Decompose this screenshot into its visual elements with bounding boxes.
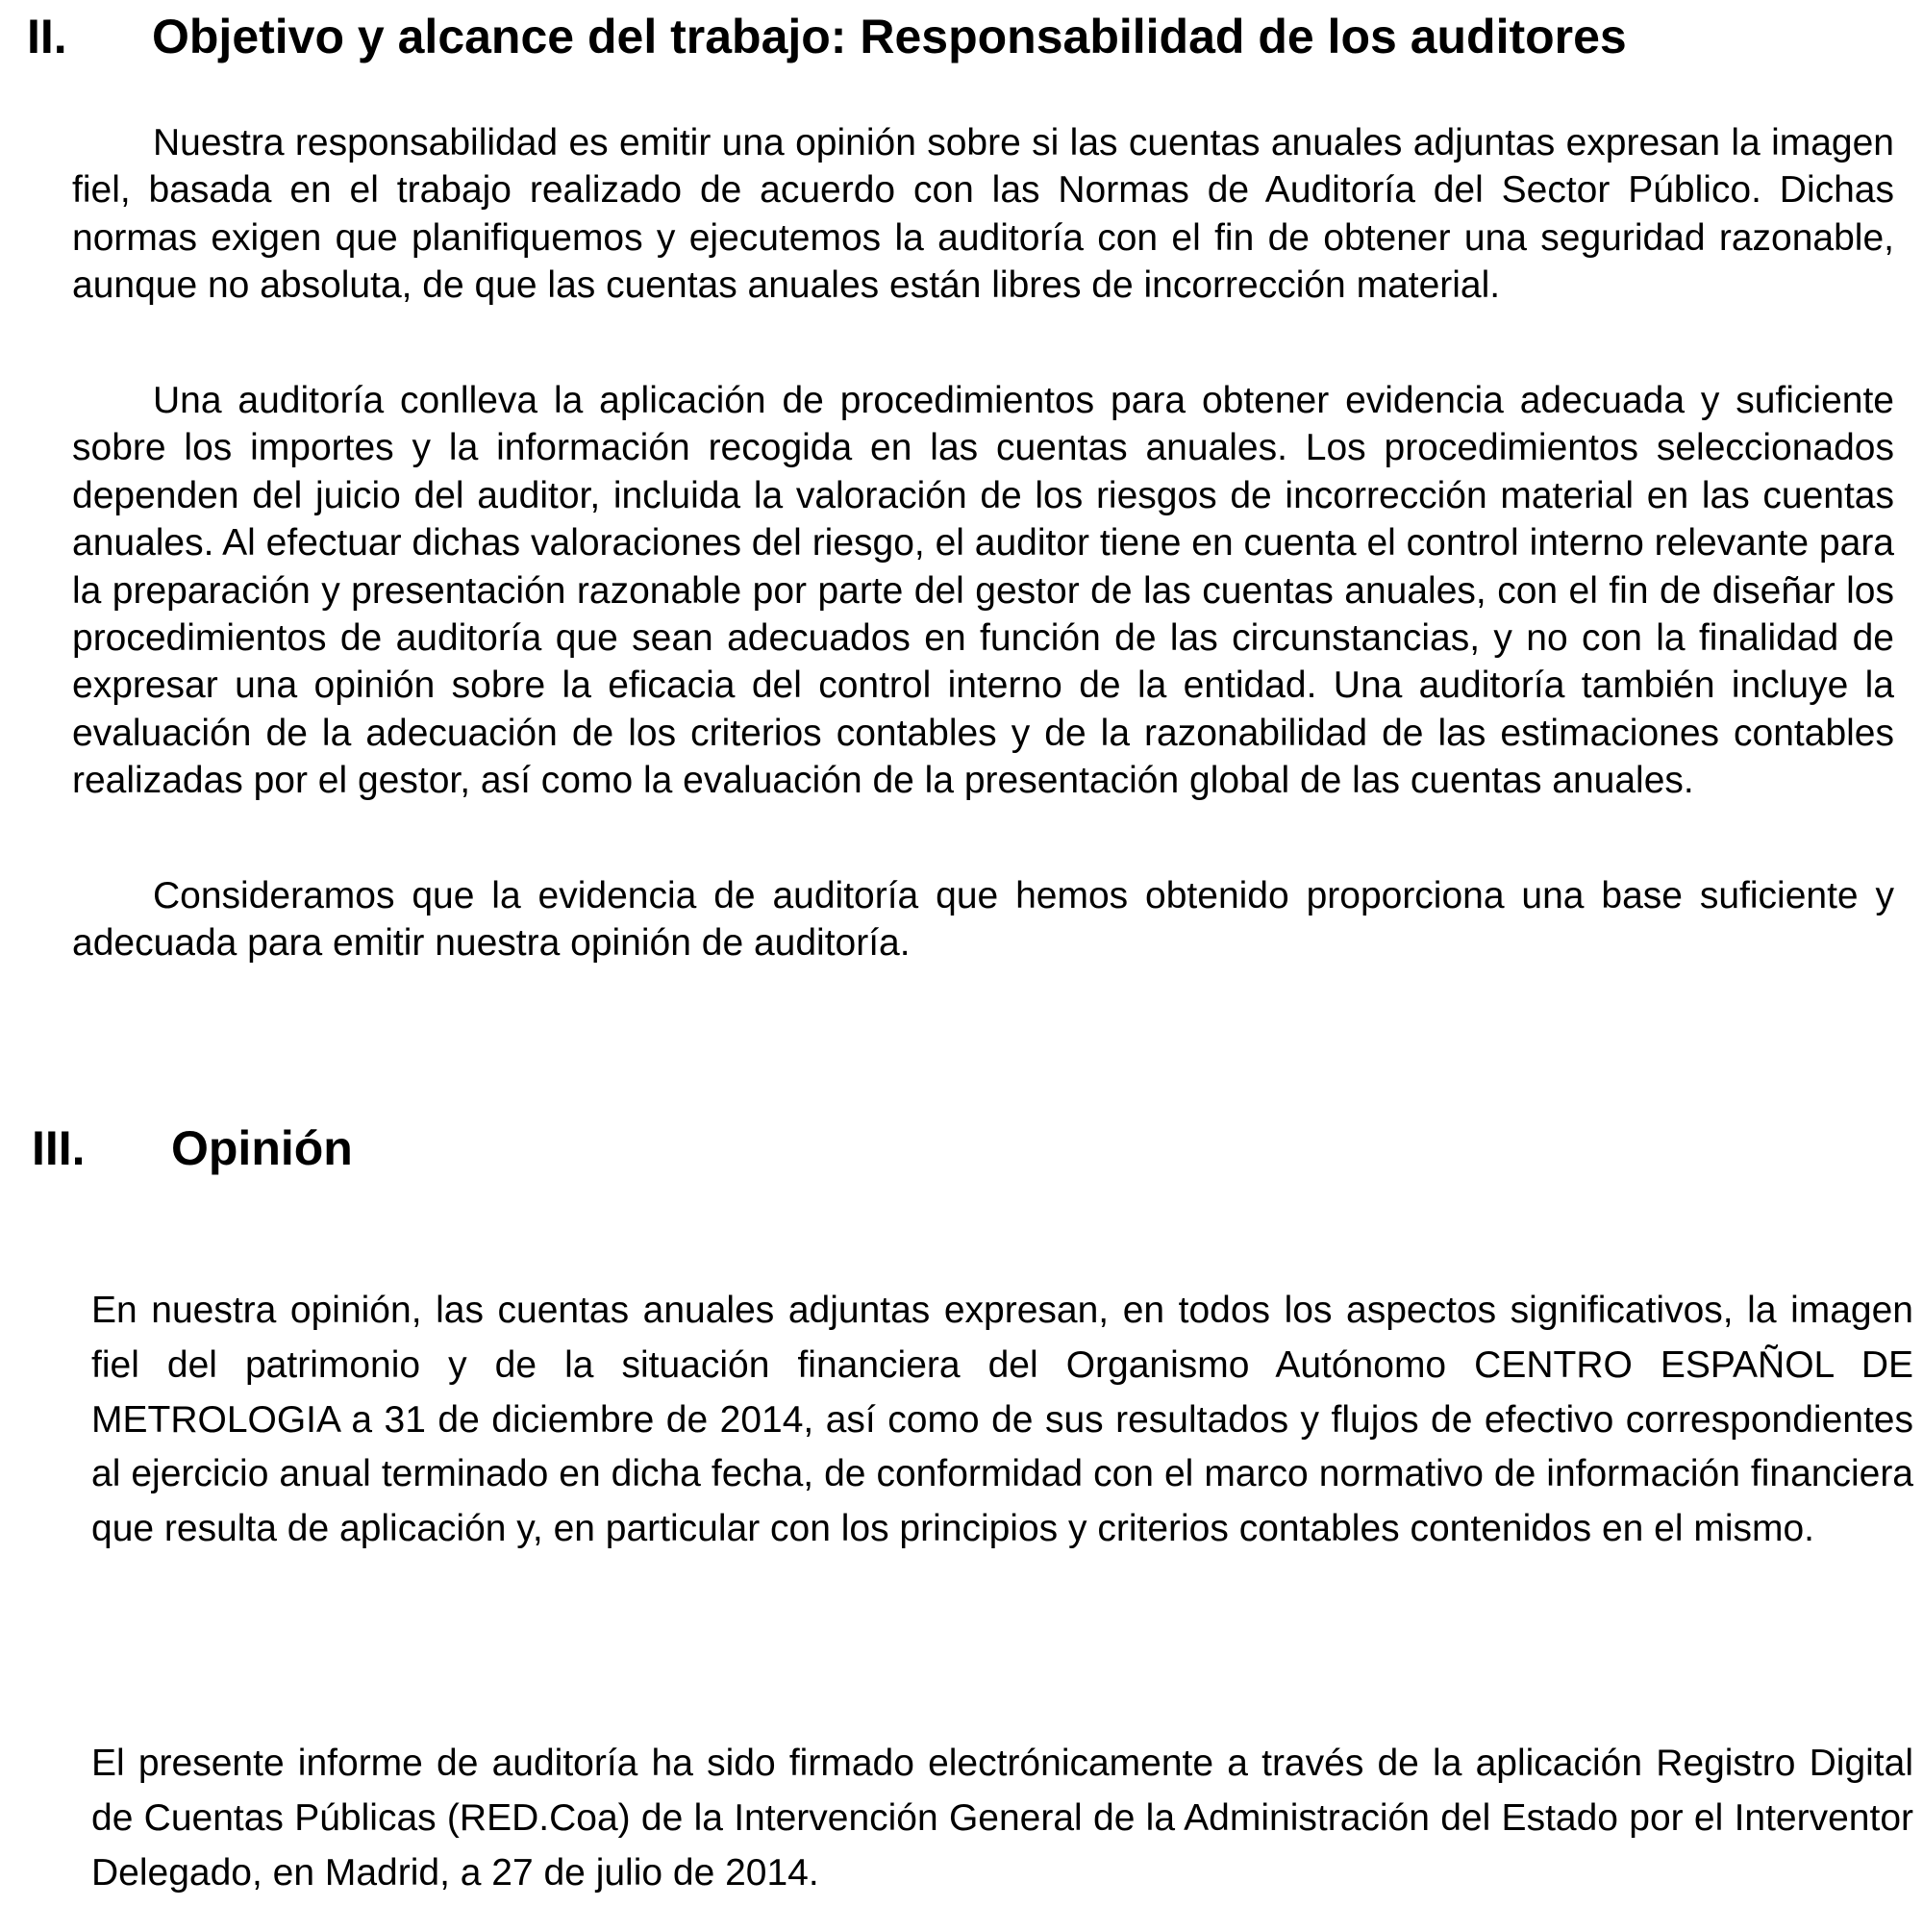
section-ii-paragraph-3: Consideramos que la evidencia de auditoría que hemos obtenido proporciona una base suficiente y adecuada para emitir nuestra opinión de auditoría. [72,875,1894,965]
section-ii-heading [27,8,1911,65]
section-ii-paragraph-2: Una auditoría conlleva la aplicación de procedimientos para obtener evidencia adecuada y suficiente sobre los importes y la información recogida en las cuentas anuales. Los procedimientos seleccionados dependen del juicio del auditor, incluida la valoración de los riesgos de incorrección material en las cuentas anuales. Al efectuar dichas valoraciones del riesgo, el auditor tiene en cuenta el control interno relevante para la preparación y presentación razonable por parte del gestor de las cuentas anuales, con el fin de diseñar los procedimientos de auditoría que sean adecuados en función de las circunstancias, y no con la finalidad de expresar una opinión sobre la eficacia del control interno de la entidad. Una auditoría también incluye la evaluación de la adecuación de los criterios contables y de la razonabilidad de las estimaciones contables realizadas por el gestor, así como la evaluación de la presentación global de las cuentas anuales. [72,380,1894,802]
section-ii-title: Objetivo y alcance del trabajo: Responsabilidad de los auditores [152,10,1627,63]
section-iii-number: III. [32,1121,86,1175]
section-iii-title: Opinión [171,1121,353,1175]
section-ii-number: II. [27,10,67,63]
opinion-paragraph: En nuestra opinión, las cuentas anuales adjuntas expresan, en todos los aspectos significativos, la imagen fiel del patrimonio y de la situación financiera del Organismo Autónomo CENTRO ESPAÑOL DE METROLOGIA a 31 de diciembre de 2014, así como de sus resultados y flujos de efectivo correspondientes al ejercicio anual terminado en dicha fecha, de conformidad con el marco normativo de información financiera que resulta de aplicación y, en particular con los principios y criterios contables contenidos en el mismo. [91,1290,1913,1550]
signature-paragraph: El presente informe de auditoría ha sido firmado electrónicamente a través de la aplicación Registro Digital de Cuentas Públicas (RED.Coa) de la Intervención General de la Administración del Estado por el Interventor Delegado, en Madrid, a 27 de julio de 2014. [91,1743,1913,1894]
section-iii-heading [32,1119,1916,1177]
section-ii-paragraph-1: Nuestra responsabilidad es emitir una opinión sobre si las cuentas anuales adjuntas expresan la imagen fiel, basada en el trabajo realizado de acuerdo con las Normas de Auditoría del Sector Público. Dichas normas exigen que planifiquemos y ejecutemos la auditoría con el fin de obtener una seguridad razonable, aunque no absoluta, de que las cuentas anuales están libres de incorrección material. [72,122,1894,307]
